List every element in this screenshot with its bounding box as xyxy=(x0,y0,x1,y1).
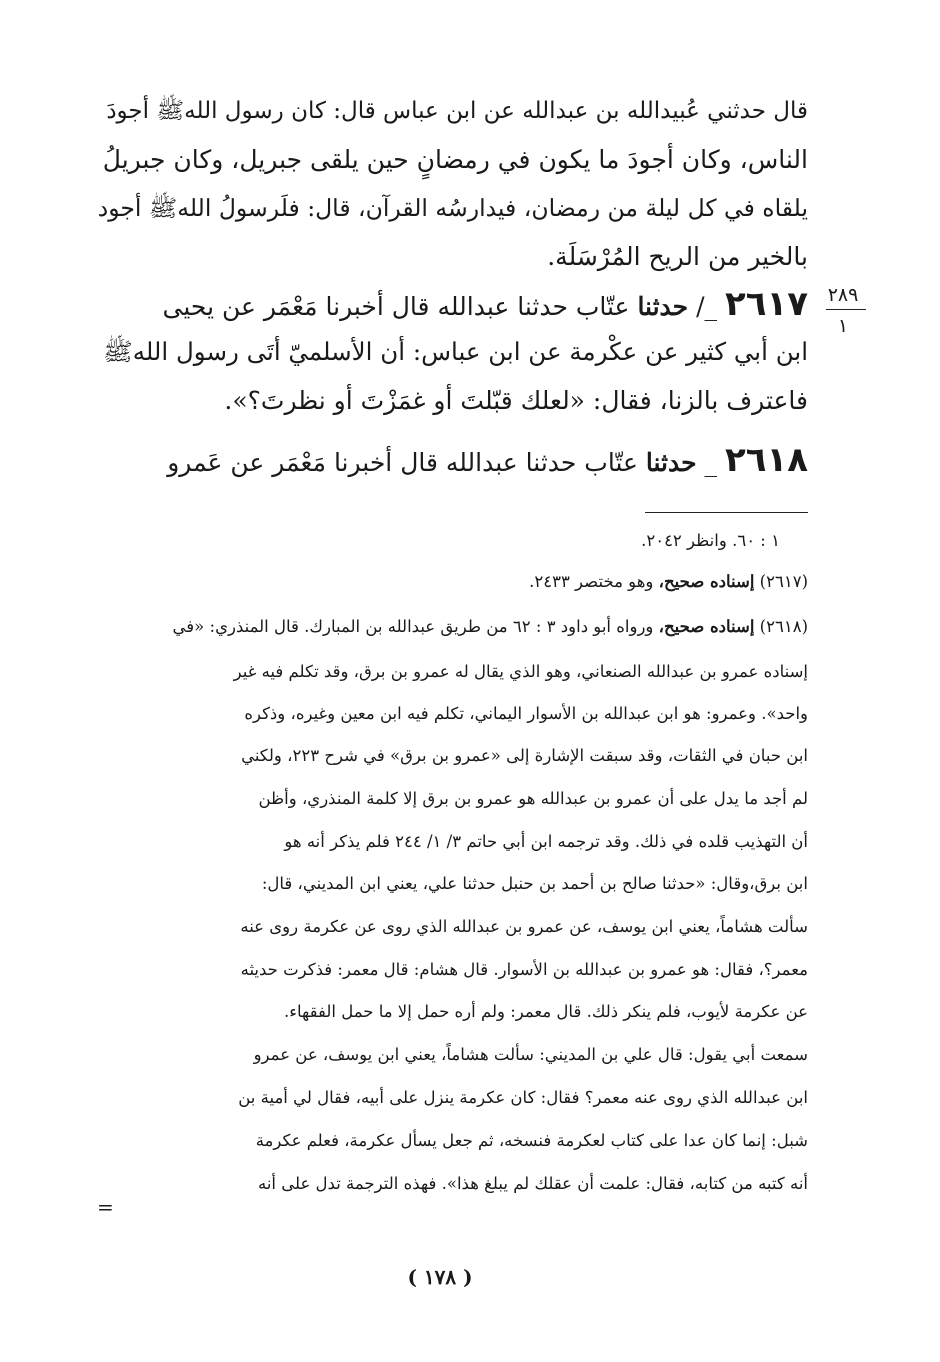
footnote-line: ابن برق،وقال: «حدثنا صالح بن أحمد بن حنبل حدثنا علي، يعني ابن المديني، قال: xyxy=(261,874,808,893)
main-line-3: يلقاه في كل ليلة من رمضان، فيدارسُه القرآن، قال: فلَرسولُ اللهﷺ أجود xyxy=(97,194,808,222)
footnote-line: عن عكرمة لأيوب، فلم ينكر ذلك. قال معمر: ولم أره حمل إلا ما حمل الفقهاء. xyxy=(284,1002,808,1021)
hadith-2617-text: عتّاب حدثنا عبدالله قال أخبرنا مَعْمَر عن يحيى xyxy=(162,292,630,321)
footnote-number: (٢٦١٨) xyxy=(759,617,808,636)
footnote-text: وهو مختصر ٢٤٣٣. xyxy=(529,572,654,591)
footnote-number: (٢٦١٧) xyxy=(759,572,808,591)
hadith-2617-line-3: فاعترف بالزنا، فقال: «لعلك قبّلتَ أو غمَزْتَ أو نظرتَ؟». xyxy=(224,386,808,415)
hadith-number-2617: ٢٦١٧ xyxy=(724,284,808,324)
hadith-2618-text: عتّاب حدثنا عبدالله قال أخبرنا مَعْمَر عن عَمرو xyxy=(167,448,638,477)
footnote-line: سمعت أبي يقول: قال علي بن المديني: سألت هشاماً، يعني ابن يوسف، عن عمرو xyxy=(253,1045,808,1064)
margin-ref-top: ٢٨٩ xyxy=(827,284,859,306)
hadith-2618-first-line xyxy=(167,440,808,480)
footnote-text: ورواه أبو داود ٣ : ٦٢ من طريق عبدالله بن المبارك. قال المنذري: «في xyxy=(172,617,654,636)
footnote-line: واحد». وعمرو: هو ابن عبدالله بن الأسوار اليماني، تكلم فيه ابن معين وغيره، وذكره xyxy=(244,704,808,723)
main-line-2: الناس، وكان أجودَ ما يكون في رمضانٍ حين يلقى جبريل، وكان جبريلُ xyxy=(102,145,808,174)
hadith-2617-line-2: ابن أبي كثير عن عكْرمة عن ابن عباس: أن الأسلميّ أتَى رسول اللهﷺ xyxy=(103,337,808,366)
footnote-separator xyxy=(645,512,808,513)
footnote-2618-first-line xyxy=(173,617,808,636)
main-line-4: بالخير من الريح المُرْسَلَة. xyxy=(547,242,808,271)
margin-ref-rule xyxy=(826,309,866,310)
continuation-mark: = xyxy=(97,1195,114,1219)
main-line-1: قال حدثني عُبيدالله بن عبدالله عن ابن عباس قال: كان رسول اللهﷺ أجودَ xyxy=(106,98,808,124)
hadith-separator: _/ xyxy=(696,292,718,321)
footnote-2617 xyxy=(529,572,808,591)
hadith-2617-first-line xyxy=(163,284,808,324)
footnote-bold: إسناده صحيح، xyxy=(658,617,755,636)
hadith-keyword: حدثنا xyxy=(637,292,689,321)
footnote-bold: إسناده صحيح، xyxy=(658,572,755,591)
footnote-line: لم أجد ما يدل على أن عمرو بن عبدالله هو عمرو بن برق إلا كلمة المنذري، وأظن xyxy=(258,789,808,808)
footnote-line: ابن عبدالله الذي روى عنه معمر؟ فقال: كان عكرمة ينزل على أبيه، فقال لي أمية بن xyxy=(238,1088,808,1107)
footnote-prev: ١ : ٦٠. وانظر ٢٠٤٢. xyxy=(641,531,780,550)
footnote-line: معمر؟، فقال: هو عمرو بن عبدالله بن الأسوار. قال هشام: قال معمر: فذكرت حديثه xyxy=(240,960,808,979)
footnote-line: شبل: إنما كان عدا على كتاب لعكرمة فنسخه، ثم جعل يسأل عكرمة، فعلم عكرمة xyxy=(255,1131,808,1150)
footnote-line: ابن حبان في الثقات، وقد سبقت الإشارة إلى «عمرو بن برق» في شرح ٢٢٣، ولكني xyxy=(241,746,808,765)
margin-ref-bottom: ١ xyxy=(837,315,849,337)
hadith-number-2618: ٢٦١٨ xyxy=(724,440,808,480)
footnote-line: أن التهذيب قلده في ذلك. وقد ترجمه ابن أبي حاتم ٣/ ١/ ٢٤٤ فلم يذكر أنه هو xyxy=(284,832,808,851)
page-number: ( ١٧٨ ) xyxy=(407,1265,473,1289)
footnote-line: أنه كتبه من كتابه، فقال: علمت أن عقلك لم يبلغ هذا». فهذه الترجمة تدل على أنه xyxy=(257,1174,808,1193)
footnote-line: سألت هشاماً، يعني ابن يوسف، عن عمرو بن عبدالله الذي روى عن عكرمة روى عنه xyxy=(240,917,808,936)
footnote-line: إسناده عمرو بن عبدالله الصنعاني، وهو الذي يقال له عمرو بن برق، وقد تكلم فيه غير xyxy=(233,662,808,681)
hadith-separator: _ xyxy=(704,448,718,477)
hadith-keyword: حدثنا xyxy=(645,448,697,477)
